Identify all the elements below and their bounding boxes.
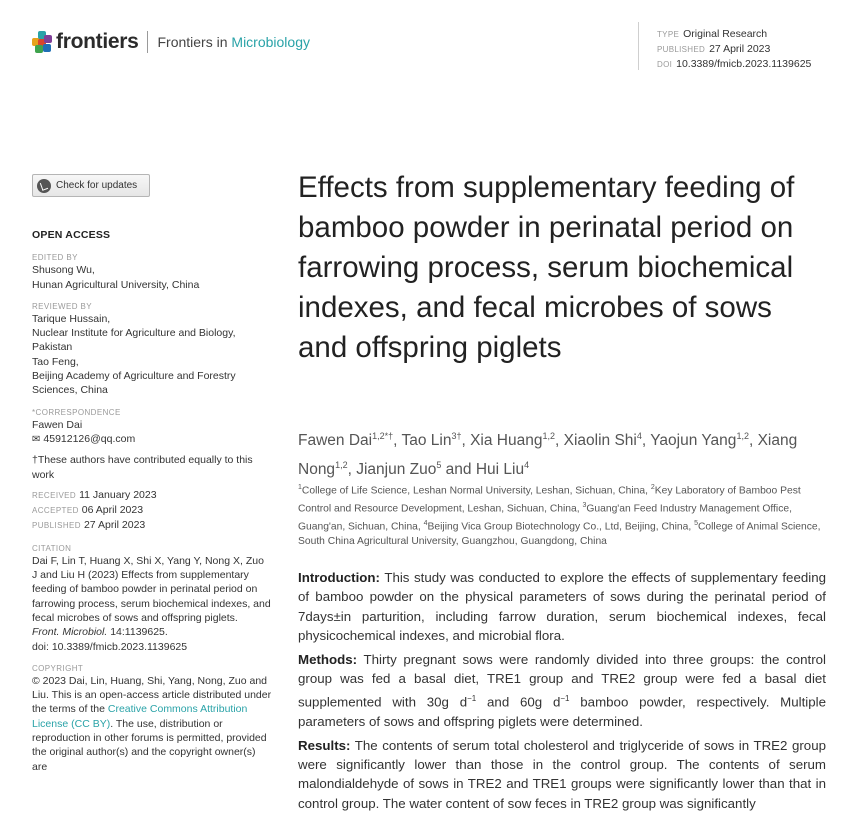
- methods-heading: Methods:: [298, 652, 358, 668]
- author-separator: ,: [347, 461, 357, 479]
- author-separator: ,: [393, 432, 402, 450]
- author-separator: ,: [641, 432, 651, 450]
- author-list: [298, 424, 828, 482]
- received-date: 11 January 2023: [79, 488, 157, 501]
- journal-name[interactable]: [157, 34, 310, 50]
- accepted-date: 06 April 2023: [81, 504, 144, 517]
- affiliation-mark: 3: [582, 501, 587, 509]
- methods-text: and 60g d: [476, 694, 561, 710]
- article-title: Effects from supplementary feeding of bamboo powder in perinatal period on farrowing process, serum biochemical indexes, and fecal microbes of sows and offspring piglets: [298, 171, 795, 364]
- introduction-text: This study was conducted to explore the effects of supplementary feeding of bamboo powder on the physical parameters of sows during the perinatal period of 7days±in parturition, including farrow duration, serum biochemical indexes, fecal physicochemical indexes, and microbial flora.: [298, 570, 826, 643]
- author-affil-mark: 4: [636, 431, 642, 441]
- author-text: Xiaolin Shi: [563, 432, 637, 450]
- results-heading: Results:: [298, 737, 351, 753]
- author-text: Xia Huang: [470, 432, 543, 450]
- correspondence-email-row[interactable]: [32, 432, 272, 447]
- author-affil-mark: 1,2: [335, 460, 348, 471]
- doi-value[interactable]: 10.3389/fmicb.2023.1139625: [676, 58, 812, 70]
- received-label: RECEIVED: [32, 490, 77, 500]
- citation-volume: 14:1139625.: [107, 626, 168, 639]
- published-label: PUBLISHED: [32, 521, 81, 531]
- abstract: [298, 568, 826, 818]
- author-affil-mark: 1,2: [542, 431, 555, 441]
- edited-by-label: EDITED BY: [32, 253, 78, 263]
- author-text: Yaojun Yang: [650, 432, 737, 450]
- logo-wordmark: frontiers: [56, 30, 139, 53]
- abstract-methods: [298, 650, 826, 731]
- article-meta: [657, 27, 811, 72]
- accepted-label: ACCEPTED: [32, 506, 79, 516]
- cc-by-license-link[interactable]: Creative Commons Attribution License (CC BY): [32, 703, 248, 730]
- citation-label: CITATION: [32, 543, 72, 553]
- author-name[interactable]: [470, 432, 555, 449]
- correspondence-email[interactable]: 45912126@qq.com: [43, 432, 136, 445]
- received-row: [32, 488, 272, 503]
- copyright-label: COPYRIGHT: [32, 663, 84, 673]
- page-header: [0, 0, 862, 80]
- type-value: Original Research: [683, 28, 768, 40]
- frontiers-logo-icon: [32, 31, 52, 53]
- affiliation-text: College of Life Science, Leshan Normal University, Leshan, Sichuan, China,: [301, 485, 651, 497]
- results-text: The contents of serum total cholesterol and triglyceride of sows in TRE2 group were significantly lower than those in the control group. The contents of serum malondialdehyde of sows in TRE2 and TRE1 groups were significantly lower than that in control group. The water content of sow feces in TRE2 group was significantly: [298, 737, 826, 811]
- reviewed-by-label: REVIEWED BY: [32, 301, 92, 311]
- citation-doi[interactable]: doi: 10.3389/fmicb.2023.1139625: [32, 640, 188, 653]
- reviewer-line: Tao Feng,: [32, 355, 79, 368]
- reviewer-list: [32, 312, 272, 398]
- equal-contribution-note: †These authors have contributed equally to this work: [32, 454, 253, 481]
- author-separator: ,: [748, 432, 758, 450]
- journal-field: Microbiology: [231, 34, 310, 50]
- author-separator: ,: [461, 432, 471, 450]
- affiliation-text: College of Animal Science, South China Agricultural University, Guangzhou, Guangdong, China: [298, 521, 821, 547]
- author-text: Fawen Dai: [298, 432, 373, 450]
- citation-text: Dai F, Lin T, Huang X, Shi X, Yang Y, Nong X, Zuo J and Liu H (2023) Effects from supplementary feeding of bamboo powder in perinatal period on farrowing process, serum biochemical indexes, and fecal microbes of sows and offspring piglets.: [32, 554, 271, 624]
- reviewer-line: Beijing Academy of Agriculture and Forestry: [32, 370, 236, 383]
- author-name[interactable]: [356, 461, 441, 478]
- citation-block: [32, 554, 272, 654]
- author-separator: ,: [555, 432, 564, 450]
- author-name[interactable]: [298, 432, 393, 449]
- journal-prefix: Frontiers in: [157, 34, 232, 50]
- affiliation-mark: 2: [650, 484, 655, 491]
- affiliations: [298, 481, 828, 549]
- author-name[interactable]: [564, 432, 642, 449]
- author-name[interactable]: [650, 432, 749, 449]
- meta-divider: [638, 22, 639, 70]
- affiliation-mark: 4: [423, 519, 428, 527]
- author-text: Jianjun Zuo: [356, 461, 437, 479]
- methods-text: bamboo powder, respectively. Multiple parameters of sows and offspring piglets were determined.: [298, 694, 826, 729]
- accepted-row: [32, 503, 272, 518]
- abstract-results: [298, 736, 826, 813]
- correspondence-name: Fawen Dai: [32, 418, 83, 431]
- doi-label: DOI: [657, 60, 673, 69]
- logo-divider: [147, 31, 148, 53]
- reviewer-line: Tarique Hussain,: [32, 312, 111, 325]
- affiliation-mark: 1: [298, 484, 302, 491]
- author-affil-mark: 3†: [451, 431, 462, 441]
- abstract-introduction: [298, 568, 826, 645]
- author-separator: and: [441, 461, 476, 479]
- copyright-text: © 2023 Dai, Lin, Huang, Shi, Yang, Nong, Zuo and Liu. This is an open-access article distributed under the terms of the: [32, 674, 272, 716]
- citation-journal: Front. Microbiol.: [32, 626, 108, 639]
- editor-list: [32, 263, 272, 292]
- affiliation-text: Beijing Vica Group Biotechnology Co., Ltd, Beijing, China,: [427, 521, 695, 533]
- frontiers-logo[interactable]: [32, 28, 310, 56]
- author-text: Xiang Nong: [298, 432, 798, 479]
- reviewer-line: Nuclear Institute for Agriculture and Biology,: [32, 327, 236, 340]
- introduction-heading: Introduction:: [298, 570, 380, 585]
- correspondence-label: *CORRESPONDENCE: [32, 407, 121, 417]
- open-access-label: OPEN ACCESS: [32, 229, 111, 241]
- author-affil-mark: 5: [436, 460, 442, 471]
- affiliation-mark: 5: [694, 519, 698, 527]
- reviewer-line: Pakistan: [32, 341, 73, 354]
- check-updates-icon: [37, 179, 51, 193]
- copyright-text-continued: . The use, distribution or reproduction in other forums is permitted, provided the original author(s) and the copyright owner(s) are: [32, 717, 267, 773]
- published-date: 27 April 2023: [83, 519, 146, 532]
- affiliation-text: Key Laboratory of Bamboo Pest Control and Resource Development, Leshan, Sichuan, China,: [298, 485, 801, 515]
- published-label: PUBLISHED: [657, 45, 706, 54]
- methods-text: Thirty pregnant sows were randomly divided into three groups: the control group was fed a basal diet, TRE1 group and TRE2 group were fed a basal diet supplemented with 30g d: [298, 652, 826, 710]
- affiliation-text: Guang'an Feed Industry Management Office, Guang'an, Sichuan, China,: [298, 503, 792, 533]
- type-label: TYPE: [657, 30, 680, 39]
- published-value: 27 April 2023: [709, 43, 771, 55]
- author-affil-mark: 1,2: [736, 431, 749, 441]
- methods-sup: −1: [467, 693, 477, 703]
- author-name[interactable]: [476, 461, 529, 478]
- check-for-updates-button[interactable]: [32, 174, 150, 197]
- copyright-block: [32, 674, 272, 774]
- author-text: Tao Lin: [401, 432, 452, 450]
- reviewer-line: Sciences, China: [32, 384, 108, 397]
- author-affil-mark: 1,2*†: [372, 431, 394, 441]
- editor-line: Shusong Wu,: [32, 264, 95, 277]
- author-name[interactable]: [401, 432, 461, 449]
- mail-icon: ✉: [32, 433, 41, 445]
- published-row: [32, 518, 272, 533]
- methods-sup: −1: [560, 693, 570, 703]
- author-affil-mark: 4: [524, 460, 530, 471]
- author-text: Hui Liu: [475, 461, 525, 479]
- check-updates-label: Check for updates: [56, 180, 138, 191]
- article-sidebar: [32, 228, 272, 774]
- editor-line: Hunan Agricultural University, China: [32, 278, 200, 291]
